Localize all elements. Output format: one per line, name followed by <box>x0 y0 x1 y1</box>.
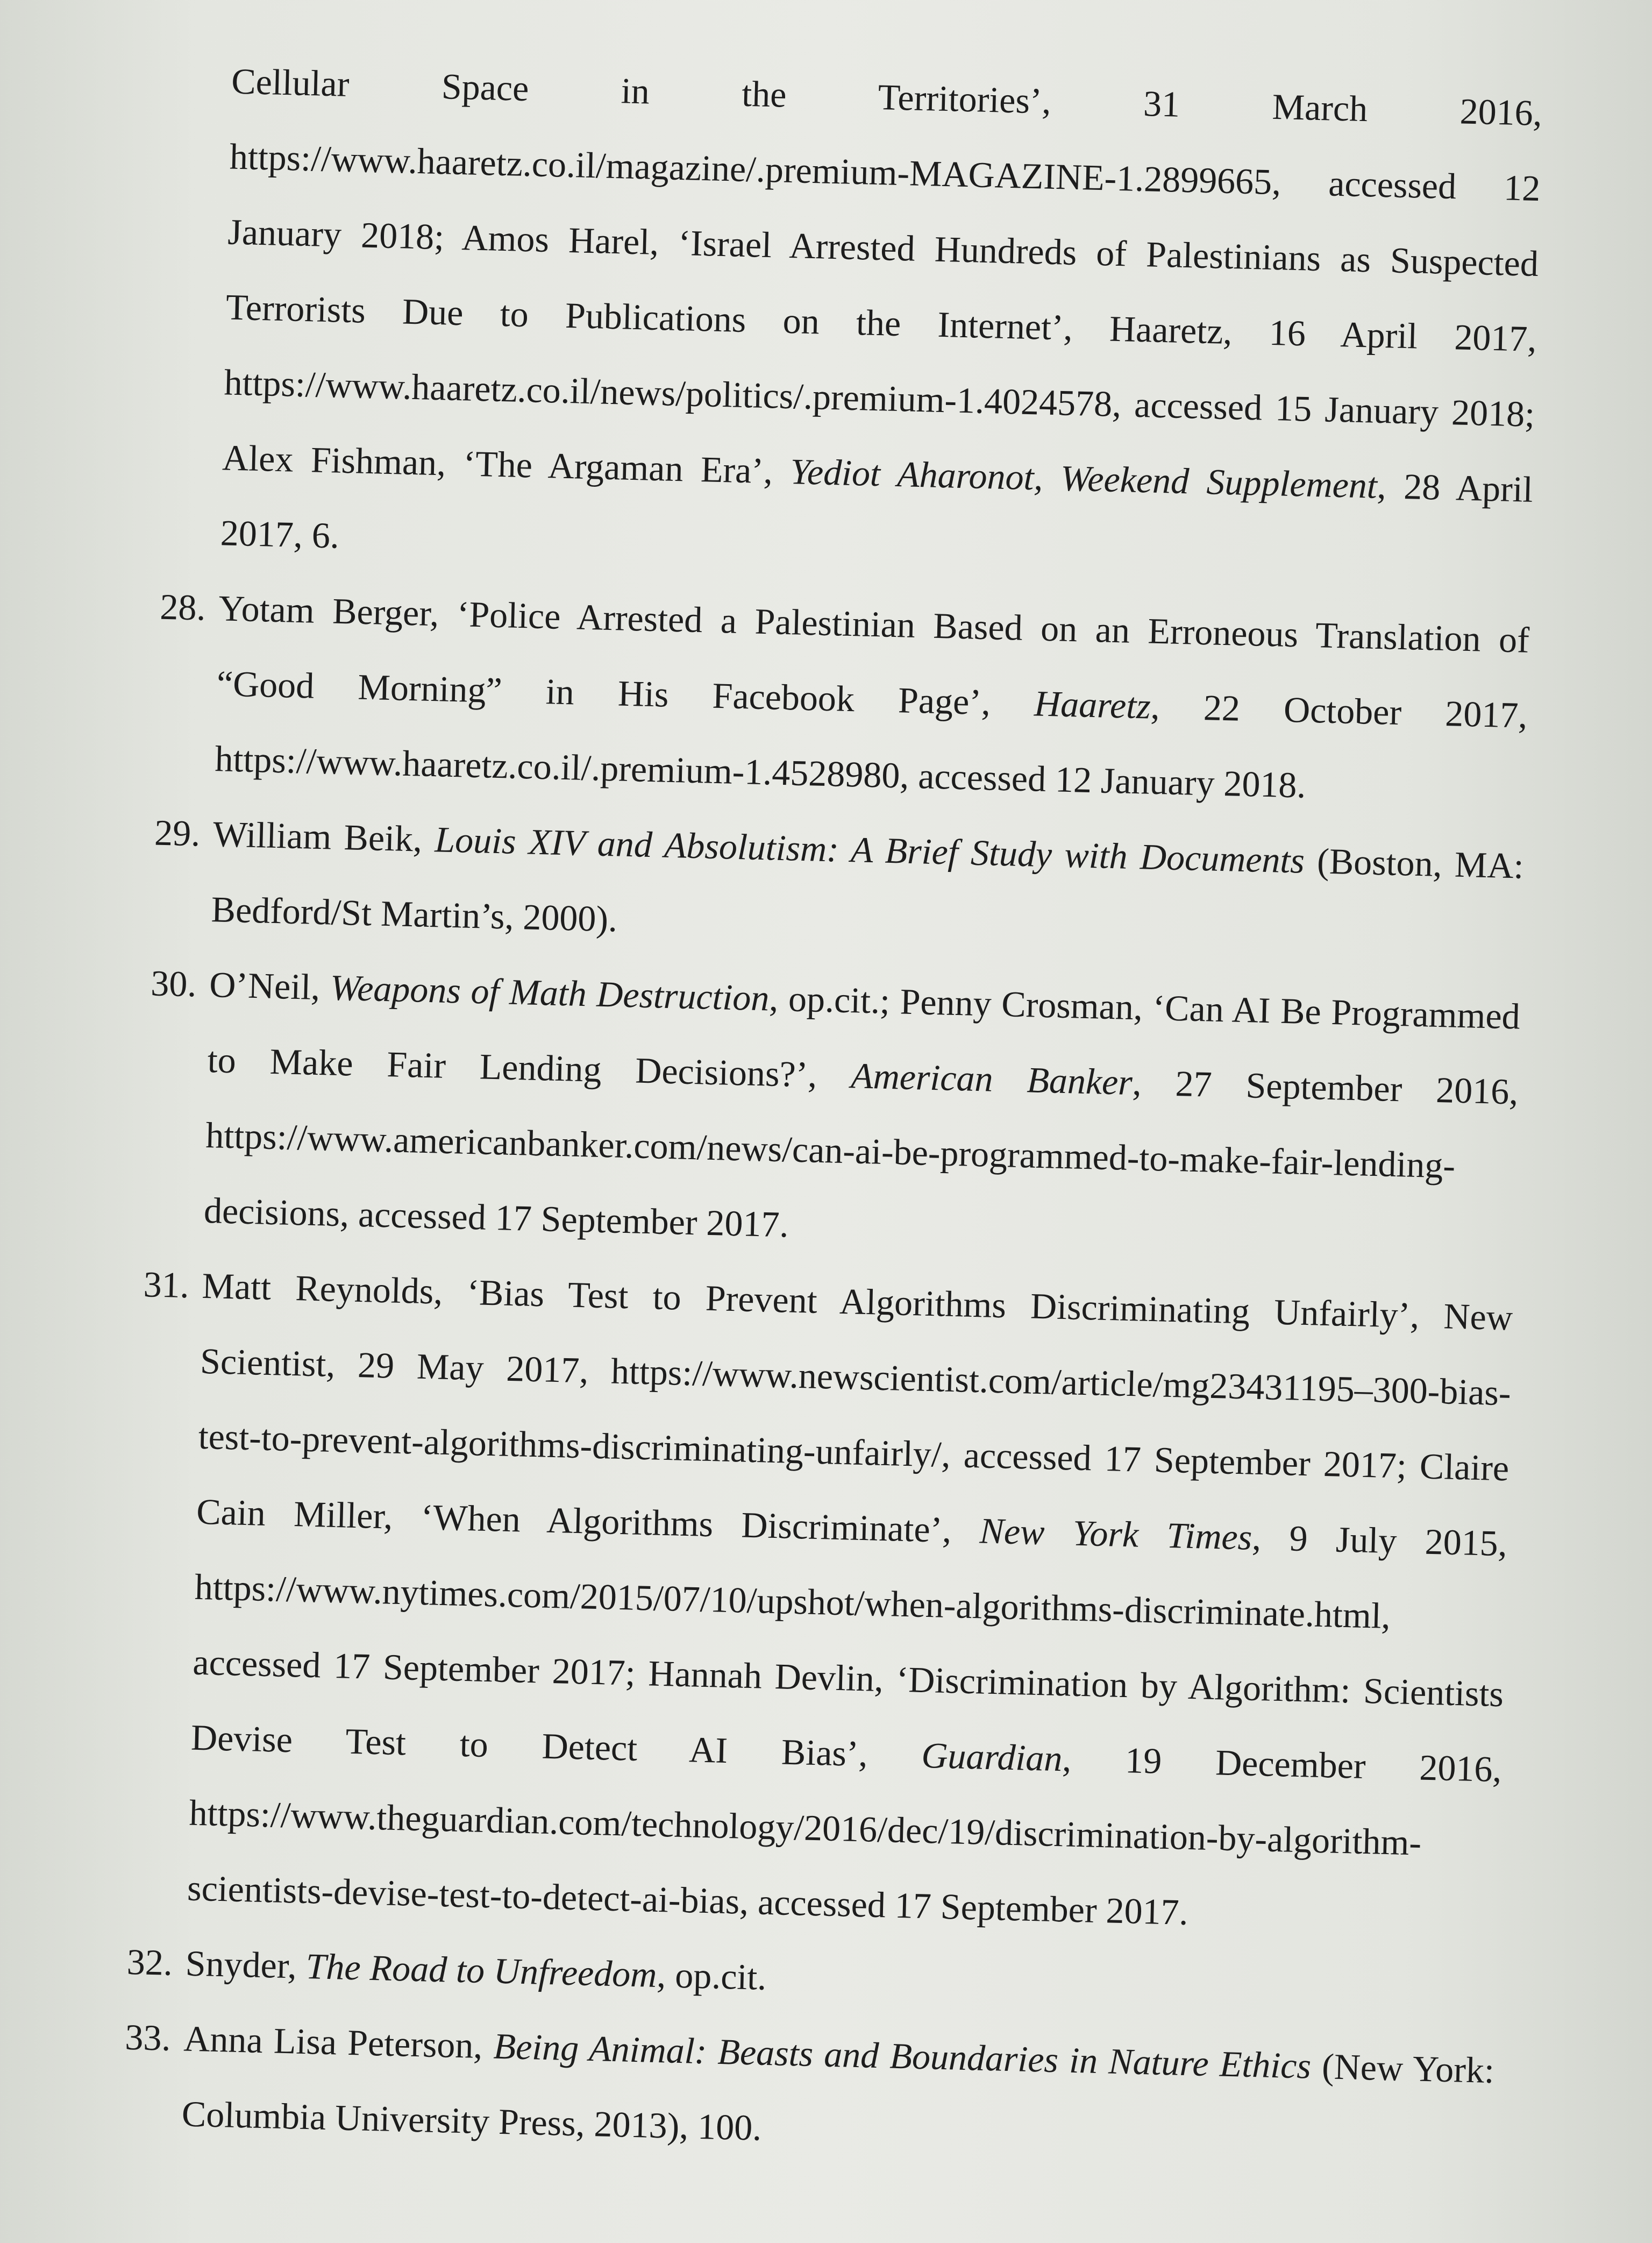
endnote-31 <box>109 1246 1514 1957</box>
endnote-number: 33. <box>124 2016 172 2059</box>
endnote-text: Anna Lisa Peterson, Being Animal: Beasts and Boundaries in Nature Ethics (New York: Columbia University Press, 2013), 100. <box>181 2018 1495 2148</box>
endnote-number: 28. <box>159 586 206 628</box>
endnote-text: Cellular Space in the Territories’, 31 March 2016, https://www.haaretz.co.il/magazine/.premium-MAGAZINE-1.2899665, accessed 12 January 2018; Amos Harel, ‘Israel Arrested Hundreds of Palestinians as Suspected Terrorists Due to Publications on the Internet’, Haaretz, 16 April 2017, https://www.haaretz.co.il/news/politics/.premium-1.4024578, accessed 15 January 2018; Alex Fishman, ‘The Argaman Era’, Yediot Aharonot, Weekend Supplement, 28 April 2017, 6. <box>219 60 1543 556</box>
endnote-continued <box>142 41 1543 602</box>
endnote-text: Matt Reynolds, ‘Bias Test to Prevent Algorithms Discriminating Unfairly’, New Scientist, 29 May 2017, https://www.newscientist.com/article/mg23431195–300-bias-test-to-prevent-algorithms-discriminating-unfairly/, accessed 17 September 2017; Claire Cain Miller, ‘When Algorithms Discriminate’, New York Times, 9 July 2015, https://www.nytimes.com/2015/07/10/upshot/when-algorithms-discriminate.html, accessed 17 September 2017; Hannah Devlin, ‘Discrimination by Algorithm: Scientists Devise Test to Detect AI Bias’, Guardian, 19 December 2016, https://www.theguardian.com/technology/2016/dec/19/discrimination-by-algorithm-scientists-devise-test-to-detect-ai-bias, accessed 17 September 2017. <box>187 1265 1513 1933</box>
endnote-number: 30. <box>150 962 197 1005</box>
endnote-number: 29. <box>154 812 201 854</box>
endnote-text: O’Neil, Weapons of Math Destruction, op.cit.; Penny Crosman, ‘Can AI Be Programmed to Make Fair Lending Decisions?’, American Banker, 27 September 2016, https://www.americanbanker.com/news/can-ai-be-programmed-to-make-fair-lending-decisions, accessed 17 September 2017. <box>203 964 1521 1245</box>
endnote-text: William Beik, Louis XIV and Absolutism: A Brief Study with Documents (Boston, MA: Bedford/St Martin’s, 2000). <box>210 813 1525 940</box>
endnote-number: 32. <box>126 1941 173 1983</box>
endnote-text: Yotam Berger, ‘Police Arrested a Palestinian Based on an Erroneous Translation of “Good Morning” in His Facebook Page’, Haaretz, 22 October 2017, https://www.haaretz.co.il/.premium-1.4528980, accessed 12 January 2018. <box>214 587 1530 806</box>
endnote-text: Snyder, The Road to Unfreedom, op.cit. <box>185 1942 767 1998</box>
endnote-number: 31. <box>143 1264 190 1306</box>
endnote-30 <box>125 945 1521 1280</box>
endnote-28 <box>137 569 1530 828</box>
